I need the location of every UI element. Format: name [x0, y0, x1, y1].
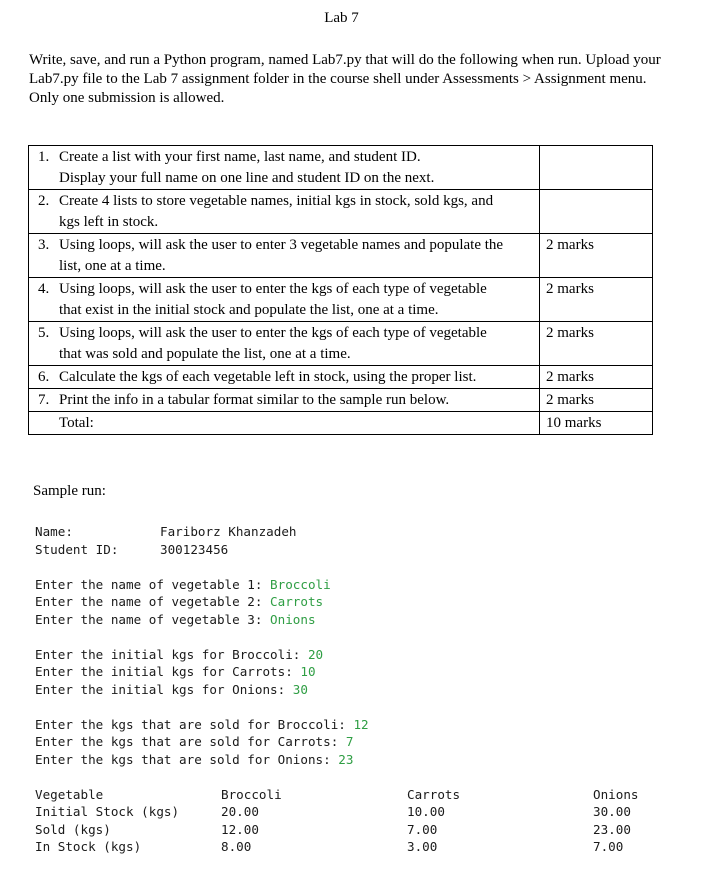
instructions-paragraph: Write, save, and run a Python program, named Lab7.py that will do the following when run. Upload your Lab7.py file to the Lab 7 assignment folder in the course shell under Assessments > Assignment menu. Only one submission is allowed. [29, 52, 661, 106]
prompt-line [35, 716, 675, 734]
prompt-text: Enter the name of vegetable 2: [35, 594, 271, 609]
requirement-number: 6. [38, 369, 50, 385]
requirement-line: Using loops, will ask the user to enter 3 vegetable names and populate the [59, 237, 504, 253]
requirement-number: 7. [38, 392, 50, 408]
output-cell: 10.00 [407, 804, 445, 819]
output-cell: 30.00 [593, 804, 631, 819]
output-row [35, 803, 675, 821]
total-label: Total: [59, 415, 94, 431]
requirement-line: that was sold and populate the list, one at a time. [59, 346, 351, 362]
output-cell: 12.00 [221, 821, 259, 837]
requirement-number: 2. [38, 193, 50, 209]
requirement-row [29, 234, 653, 278]
student-id-value: 300123456 [160, 541, 229, 557]
name-label: Name: [35, 524, 73, 539]
user-input: 12 [353, 716, 369, 732]
requirement-text [29, 146, 540, 190]
prompt-text: Enter the initial kgs for Broccoli: [35, 646, 308, 662]
requirement-row [29, 322, 653, 366]
prompt-line [35, 733, 675, 751]
user-input: 30 [292, 681, 308, 697]
requirement-line: Create 4 lists to store vegetable names, initial kgs in stock, sold kgs, and [59, 193, 494, 209]
requirement-line: Calculate the kgs of each vegetable left in stock, using the proper list. [59, 369, 477, 385]
requirement-marks [540, 190, 653, 234]
user-input: Carrots [270, 594, 324, 609]
prompt-text: Enter the initial kgs for Carrots: [35, 664, 301, 679]
output-cell: 3.00 [407, 839, 438, 854]
requirement-text [29, 366, 540, 389]
user-input: 10 [300, 664, 316, 679]
requirement-row [29, 278, 653, 322]
requirement-text [29, 322, 540, 366]
output-cell: Carrots [407, 786, 461, 802]
prompt-line [35, 681, 675, 699]
name-value: Fariborz Khanzadeh [160, 524, 297, 539]
requirement-text [29, 190, 540, 234]
student-id-line [35, 541, 675, 559]
output-cell: 20.00 [221, 804, 259, 819]
output-row [35, 838, 675, 856]
requirement-number: 4. [38, 281, 50, 297]
vegetable-name-prompts [35, 576, 675, 629]
prompt-text: Enter the name of vegetable 1: [35, 576, 271, 592]
prompt-line [35, 611, 675, 629]
prompt-line [35, 663, 675, 681]
initial-kgs-prompts [35, 646, 675, 699]
output-cell: 7.00 [593, 839, 624, 854]
requirement-row [29, 146, 653, 190]
output-cell: Onions [593, 786, 639, 802]
sample-run-console [35, 523, 675, 856]
requirement-marks: 2 marks [540, 389, 653, 412]
requirements-table [28, 145, 653, 435]
requirement-line: Using loops, will ask the user to enter the kgs of each type of vegetable [59, 325, 487, 341]
user-input: 23 [338, 751, 354, 767]
user-input: 7 [345, 734, 354, 749]
student-id-label: Student ID: [35, 541, 119, 557]
requirement-row [29, 389, 653, 412]
output-table [35, 786, 675, 856]
requirement-line: Display your full name on one line and student ID on the next. [59, 170, 435, 186]
prompt-text: Enter the kgs that are sold for Carrots: [35, 734, 346, 749]
prompt-text: Enter the name of vegetable 3: [35, 611, 271, 627]
requirement-number: 1. [38, 149, 50, 165]
requirement-number: 5. [38, 325, 50, 341]
requirement-line: kgs left in stock. [59, 214, 159, 230]
prompt-text: Enter the kgs that are sold for Onions: [35, 751, 339, 767]
prompt-text: Enter the kgs that are sold for Broccoli: [35, 716, 354, 732]
total-row [29, 412, 653, 435]
sold-kgs-prompts [35, 716, 675, 769]
output-cell: 7.00 [407, 821, 438, 837]
output-cell: In Stock (kgs) [35, 839, 142, 854]
requirement-line: Print the info in a tabular format similar to the sample run below. [59, 392, 450, 408]
output-cell: Initial Stock (kgs) [35, 804, 180, 819]
requirement-row [29, 366, 653, 389]
requirement-marks: 2 marks [540, 366, 653, 389]
user-input: Onions [270, 611, 316, 627]
name-line [35, 523, 675, 541]
requirement-line: Create a list with your first name, last name, and student ID. [59, 149, 421, 165]
requirement-marks: 2 marks [540, 322, 653, 366]
prompt-line [35, 593, 675, 611]
requirement-line: that exist in the initial stock and populate the list, one at a time. [59, 302, 439, 318]
sample-run-label: Sample run: [33, 483, 106, 499]
output-cell: Broccoli [221, 786, 282, 802]
output-row [35, 821, 675, 839]
output-cell: Vegetable [35, 786, 104, 802]
requirement-text [29, 278, 540, 322]
output-row [35, 786, 675, 804]
total-marks: 10 marks [540, 412, 653, 435]
requirement-marks [540, 146, 653, 190]
requirement-marks: 2 marks [540, 234, 653, 278]
user-input: 20 [307, 646, 324, 662]
output-cell: Sold (kgs) [35, 821, 111, 837]
prompt-text: Enter the initial kgs for Onions: [35, 681, 293, 697]
requirement-text [29, 234, 540, 278]
requirement-marks: 2 marks [540, 278, 653, 322]
requirement-row [29, 190, 653, 234]
prompt-line [35, 751, 675, 769]
prompt-line [35, 646, 675, 664]
requirement-text [29, 389, 540, 412]
page-title: Lab 7 [324, 10, 359, 26]
requirement-number: 3. [38, 237, 50, 253]
output-cell: 23.00 [593, 821, 631, 837]
output-cell: 8.00 [221, 839, 252, 854]
requirement-line: list, one at a time. [59, 258, 166, 274]
prompt-line [35, 576, 675, 594]
requirement-line: Using loops, will ask the user to enter the kgs of each type of vegetable [59, 281, 487, 297]
user-input: Broccoli [270, 576, 331, 592]
